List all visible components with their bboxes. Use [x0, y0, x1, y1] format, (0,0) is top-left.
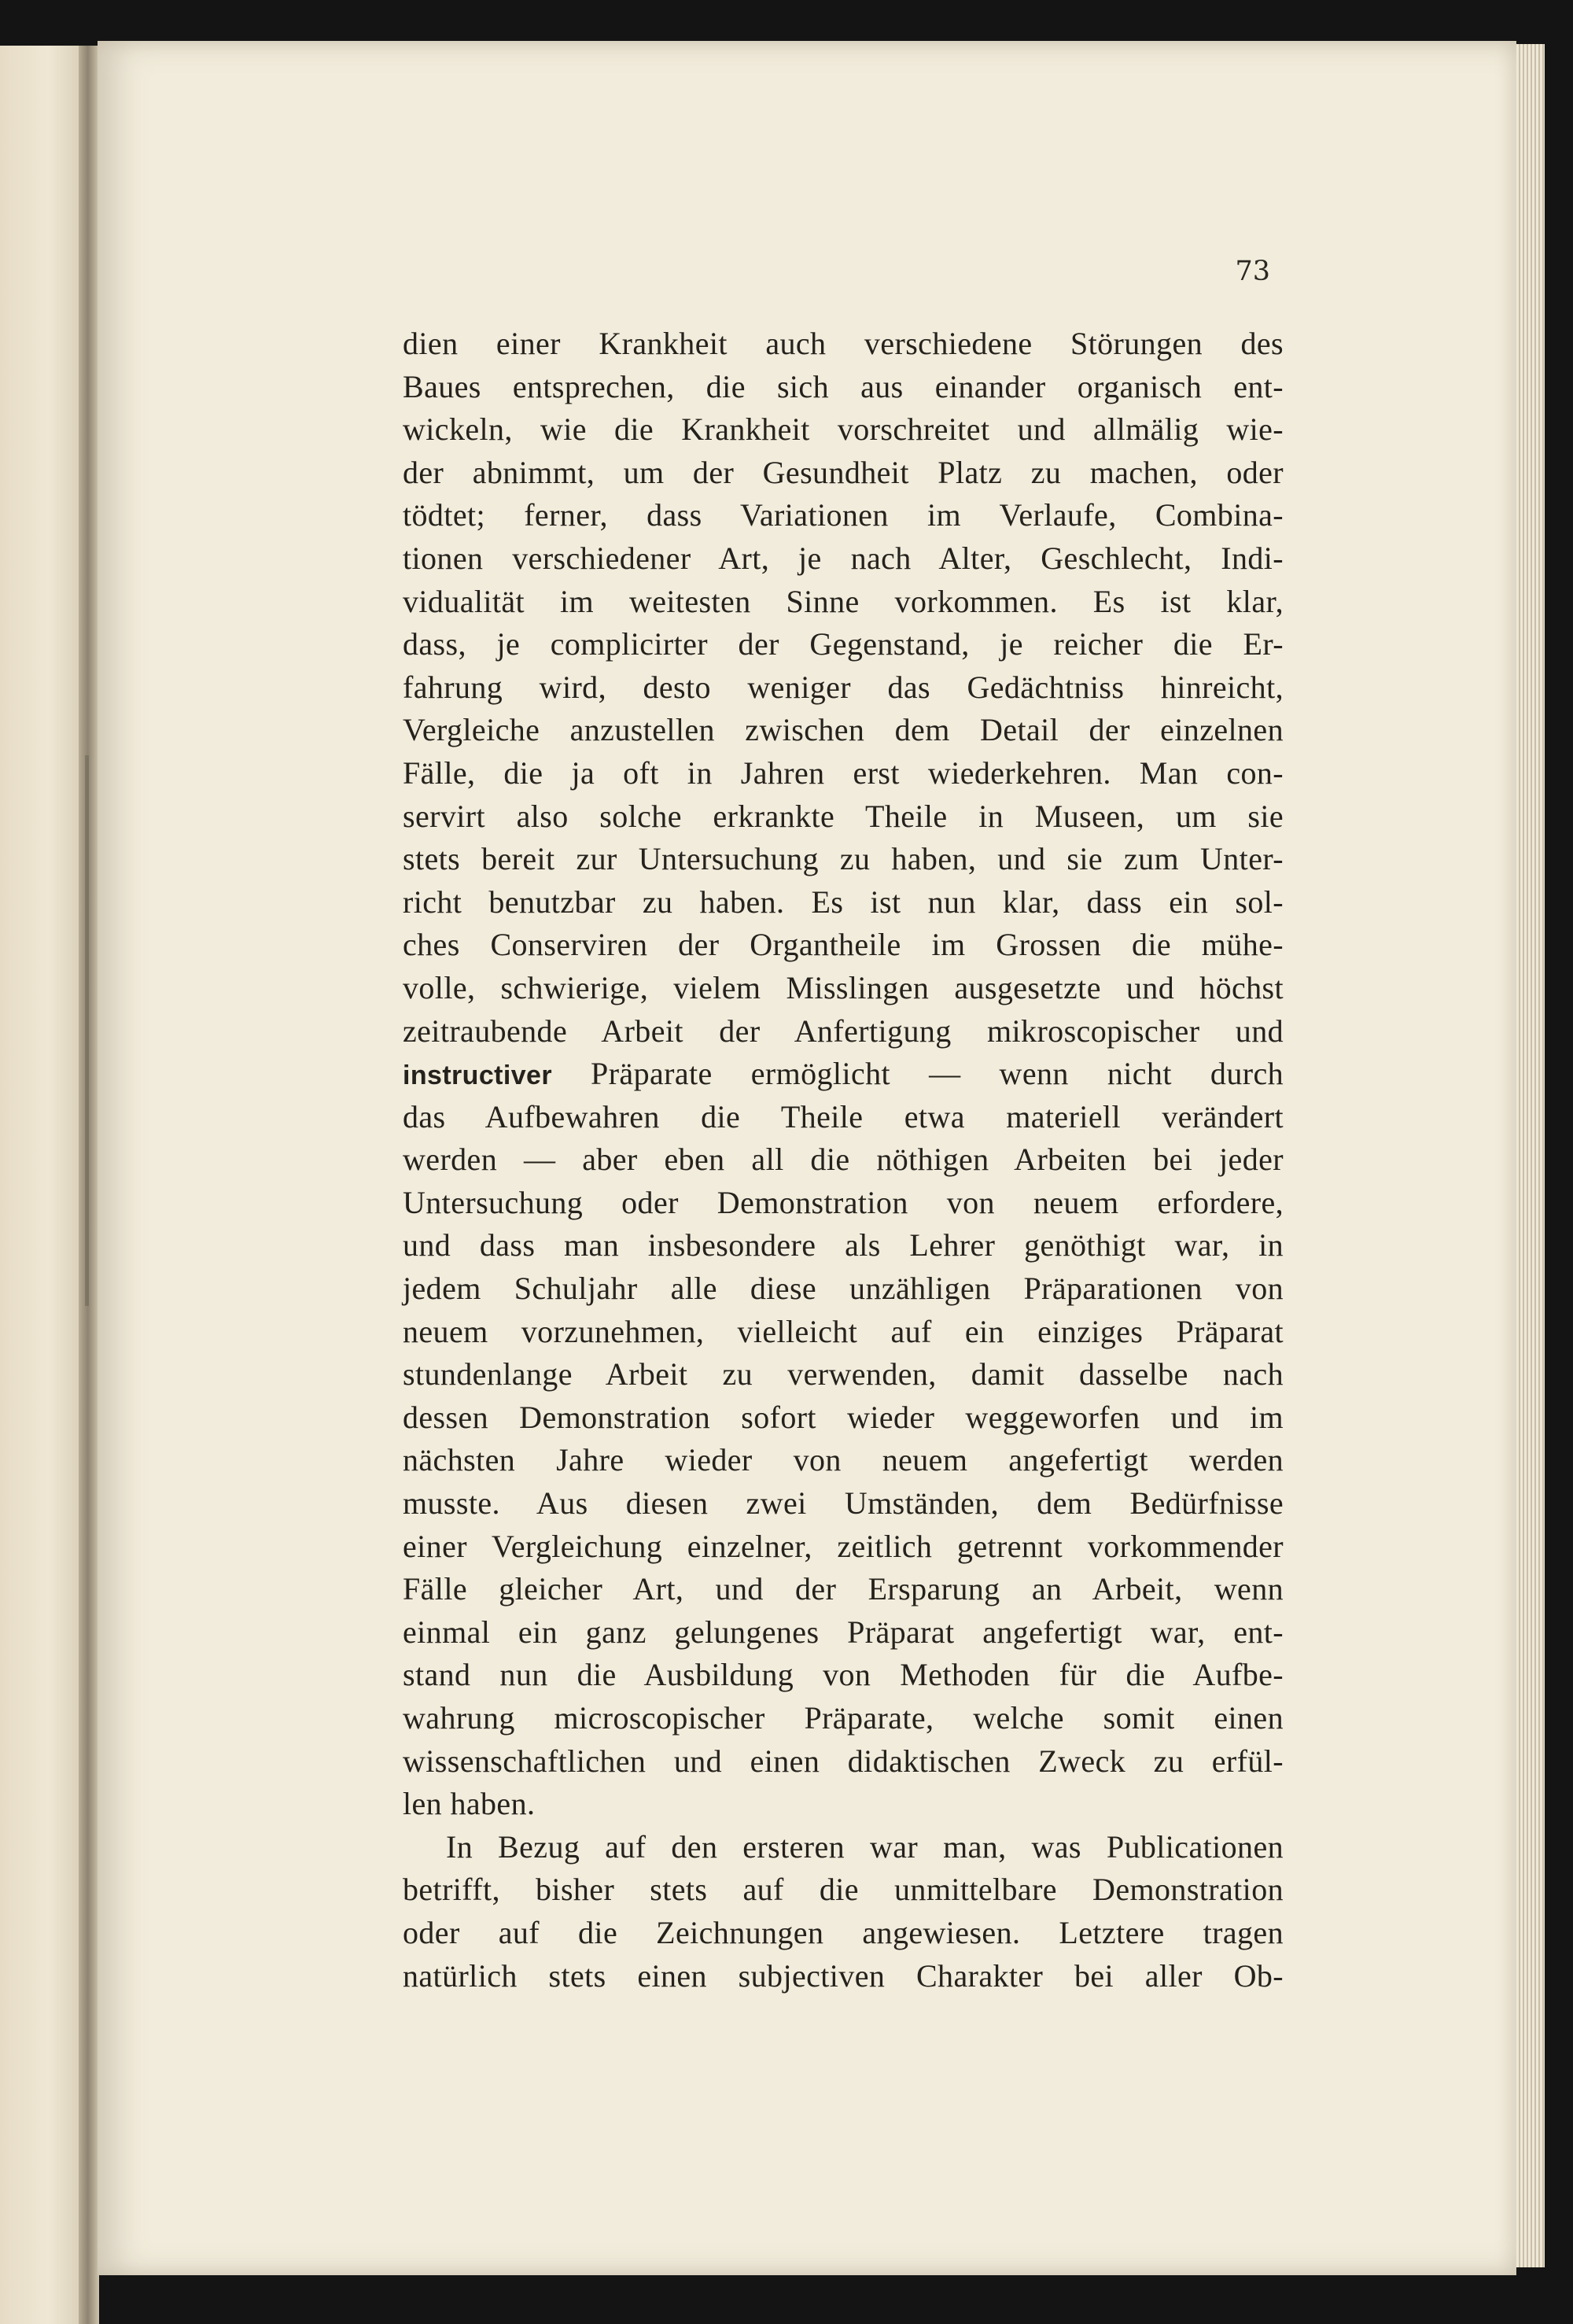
text-line: dien einer Krankheit auch verschiedene Störungen des: [403, 326, 1284, 361]
binding-thread: [85, 755, 89, 1306]
text-line: volle, schwierige, vielem Misslingen ausgesetzte und höchst: [403, 969, 1284, 1005]
text-line: ches Conserviren der Organtheile im Grossen die mühe-: [403, 927, 1284, 963]
text-line: Fälle gleicher Art, und der Ersparung an Arbeit, wenn: [403, 1571, 1284, 1607]
page-stack-edges: [1516, 44, 1545, 2267]
text-line: servirt also solche erkrankte Theile in Museen, um sie: [403, 798, 1284, 834]
text-line: einmal ein ganz gelungenes Präparat angefertigt war, ent-: [403, 1614, 1284, 1650]
text-line: stets bereit zur Untersuchung zu haben, und sie zum Unter-: [403, 841, 1284, 877]
text-line: einer Vergleichung einzelner, zeitlich getrennt vorkommender: [403, 1528, 1284, 1564]
text-line: wickeln, wie die Krankheit vorschreitet und allmälig wie-: [403, 411, 1284, 448]
facing-page-edge: [0, 46, 88, 2324]
text-line: betrifft, bisher stets auf die unmittelbare Demonstration: [403, 1872, 1284, 1908]
text-line: dessen Demonstration sofort wieder weggeworfen und im: [403, 1399, 1284, 1435]
text-line: musste. Aus diesen zwei Umständen, dem Bedürfnisse: [403, 1485, 1284, 1522]
text-line: natürlich stets einen subjectiven Charakter bei aller Ob-: [403, 1957, 1284, 1994]
text-line-rest: Präparate ermöglicht — wenn nicht durch: [551, 1056, 1284, 1092]
text-line: vidualität im weitesten Sinne vorkommen. Es ist klar,: [403, 583, 1284, 619]
text-line: nächsten Jahre wieder von neuem angefertigt werden: [403, 1442, 1284, 1478]
body-text: [403, 323, 1284, 1998]
paragraph-end-line: len haben.: [403, 1786, 536, 1822]
text-line: Baues entsprechen, die sich aus einander organisch ent-: [403, 368, 1284, 404]
text-line: und dass man insbesondere als Lehrer genöthigt war, in: [403, 1227, 1284, 1263]
text-line: der abnimmt, um der Gesundheit Platz zu machen, oder: [403, 454, 1284, 490]
text-line: stundenlange Arbeit zu verwenden, damit dasselbe nach: [403, 1356, 1284, 1393]
text-line: wahrung microscopischer Präparate, welche somit einen: [403, 1700, 1284, 1736]
text-line: Fälle, die ja oft in Jahren erst wiederkehren. Man con-: [403, 754, 1284, 791]
text-line: jedem Schuljahr alle diese unzähligen Präparationen von: [403, 1271, 1284, 1307]
text-line: stand nun die Ausbildung von Methoden für die Aufbe-: [403, 1657, 1284, 1693]
paragraph-start-line: In Bezug auf den ersteren war man, was Publicationen: [446, 1828, 1284, 1865]
text-line: fahrung wird, desto weniger das Gedächtniss hinreicht,: [403, 669, 1284, 705]
text-line: werden — aber eben all die nöthigen Arbeiten bei jeder: [403, 1142, 1284, 1178]
text-line: Vergleiche anzustellen zwischen dem Detail der einzelnen: [403, 712, 1284, 748]
text-line: neuem vorzunehmen, vielleicht auf ein einziges Präparat: [403, 1313, 1284, 1349]
bold-term: instructiver: [403, 1061, 552, 1091]
text-line-with-bold-term: [403, 1053, 1284, 1096]
book-gutter: [79, 46, 99, 2324]
text-line: wissenschaftlichen und einen didaktischen Zweck zu erfül-: [403, 1743, 1284, 1779]
text-line: Untersuchung oder Demonstration von neuem erfordere,: [403, 1184, 1284, 1220]
text-line: tionen verschiedener Art, je nach Alter, Geschlecht, Indi-: [403, 540, 1284, 576]
text-line: tödtet; ferner, dass Variationen im Verlaufe, Combina-: [403, 497, 1284, 533]
page-number: 73: [1235, 256, 1270, 287]
text-line: oder auf die Zeichnungen angewiesen. Letztere tragen: [403, 1914, 1284, 1950]
text-line: zeitraubende Arbeit der Anfertigung mikroscopischer und: [403, 1013, 1284, 1049]
text-line: dass, je complicirter der Gegenstand, je reicher die Er-: [403, 626, 1284, 662]
text-line: richt benutzbar zu haben. Es ist nun klar, dass ein sol-: [403, 883, 1284, 920]
text-line: das Aufbewahren die Theile etwa materiell verändert: [403, 1098, 1284, 1134]
